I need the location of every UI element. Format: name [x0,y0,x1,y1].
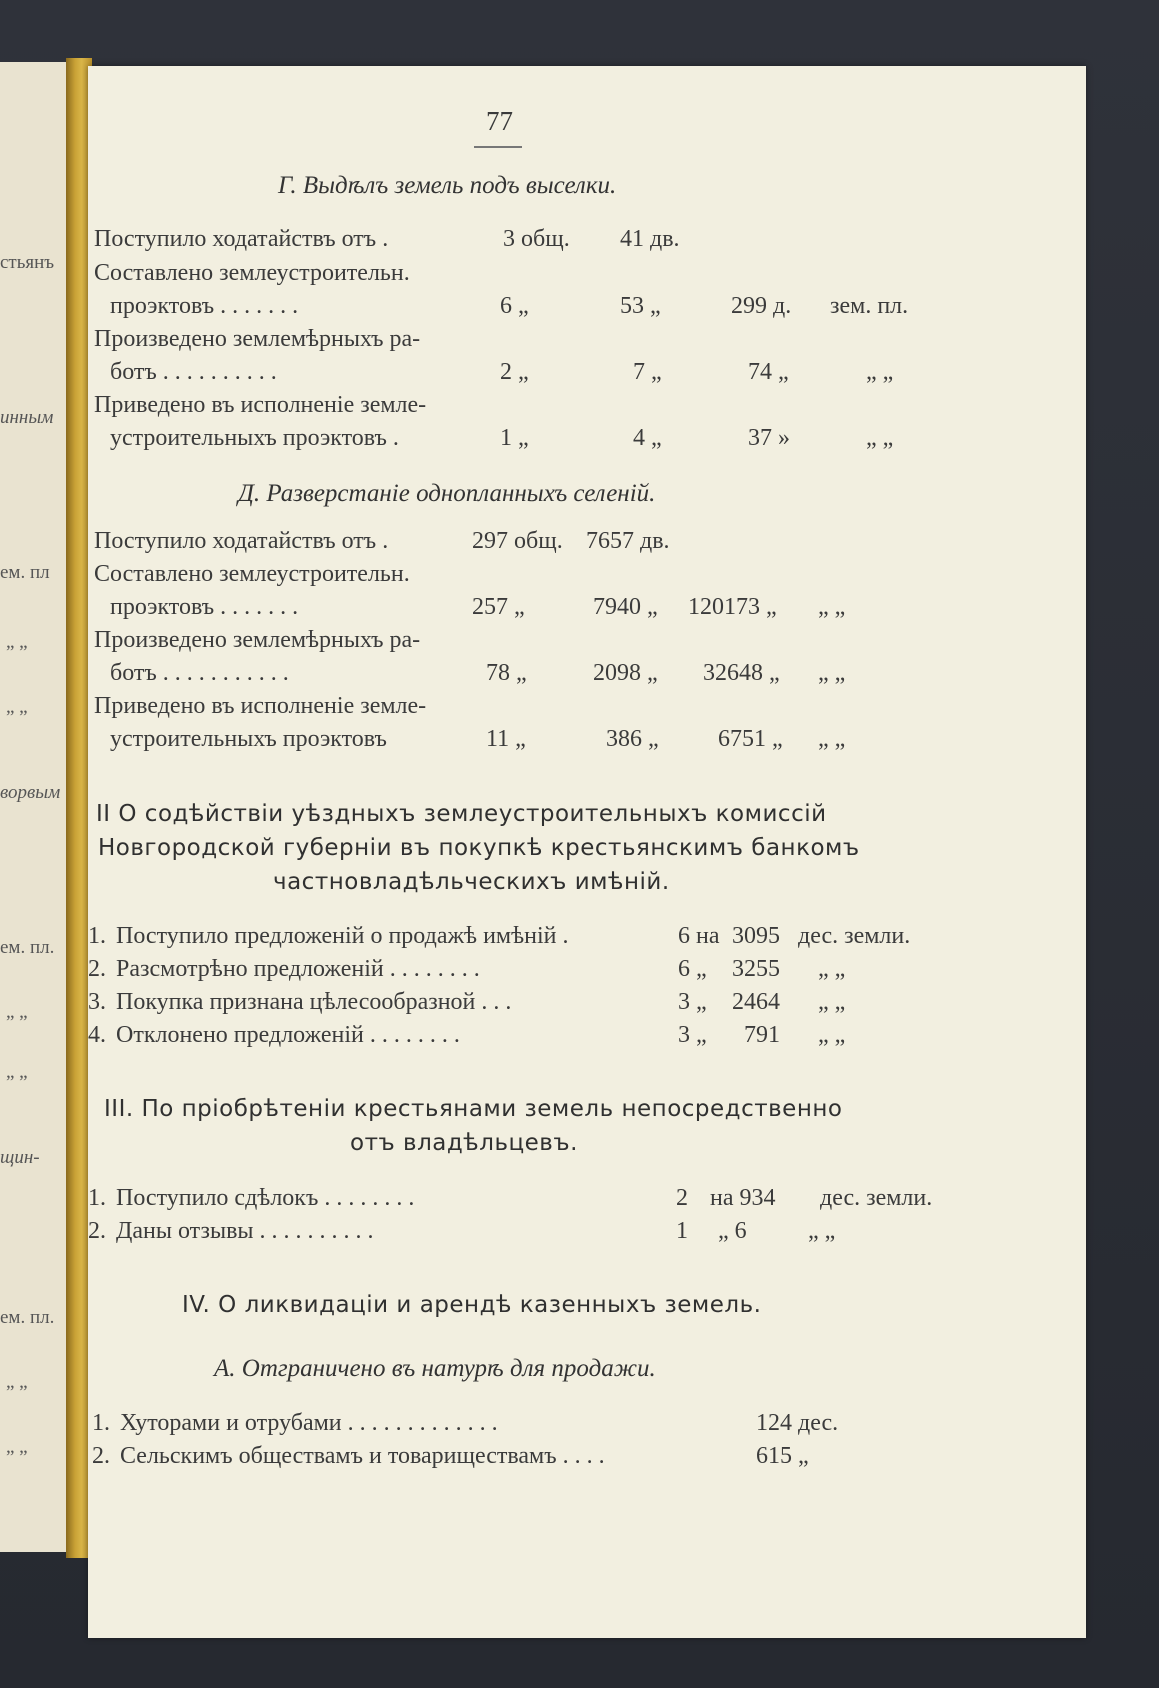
list-item-qty: 6 на [678,923,720,949]
list-item-value: 124 дес. [756,1410,839,1436]
list-item-area: „ 6 [718,1218,747,1244]
table-cell: 74 „ [748,359,789,385]
list-item-num: 2. [88,956,106,982]
table-row-label: Приведено въ исполненіе земле- [94,392,427,418]
table-cell: „ „ [818,594,846,620]
table-row-label: проэктовъ . . . . . . . [110,293,299,319]
section-d-title: Д. Разверстаніе однопланныхъ селеній. [238,480,656,507]
section-iv-subheading: А. Отграничено въ натурѣ для продажи. [214,1355,656,1382]
list-item-area: на 934 [710,1185,776,1211]
table-row-label: устроительныхъ проэктовъ . [110,425,399,451]
table-row-label: Поступило ходатайствъ отъ . [94,226,389,252]
section-iv-heading: IV. О ликвидаціи и арендѣ казенныхъ земель. [182,1292,762,1318]
list-item-num: 1. [92,1410,110,1436]
list-item-text: Поступило предложеній о продажѣ имѣній . [116,923,569,949]
left-fragment: ” ” [6,1072,28,1093]
list-item-qty: 6 „ [678,956,707,982]
table-row-label: Приведено въ исполненіе земле- [94,693,427,719]
table-cell: 11 „ [486,726,526,752]
table-cell: зем. пл. [830,293,909,319]
left-fragment: ем. пл. [0,1307,55,1328]
table-row-label: Поступило ходатайствъ отъ . [94,528,389,554]
table-row-label: устроительныхъ проэктовъ [110,726,387,752]
table-cell: 6 „ [500,293,529,319]
left-fragment: ” ” [6,1382,28,1403]
section-g-title: Г. Выдѣлъ земель подъ выселки. [278,172,617,199]
heading-line: Новгородской губерніи въ покупкѣ крестьянскимъ банкомъ [98,835,860,861]
list-item-num: 2. [88,1218,106,1244]
heading-line: частновладѣльческихъ имѣній. [273,869,670,895]
left-fragment: ем. пл. [0,937,55,958]
list-item-qty: 2 [676,1185,688,1211]
table-cell: 2 „ [500,359,529,385]
table-cell: 1 „ [500,425,529,451]
left-fragment: ворвым [0,782,61,803]
left-fragment: инным [0,407,54,428]
table-cell: 7657 дв. [586,528,670,554]
list-item-unit: „ „ [818,956,846,982]
list-item-text: Покупка признана цѣлесообразной . . . [116,989,512,1015]
table-row-label: Составлено землеустроительн. [94,561,410,587]
table-cell: 2098 „ [593,660,658,686]
table-cell: 53 „ [620,293,661,319]
table-cell: „ „ [818,660,846,686]
document-page [88,66,1086,1638]
list-item-qty: 3 „ [678,989,707,1015]
table-row-label: Произведено землемѣрныхъ ра- [94,326,421,352]
list-item-unit: „ „ [808,1218,836,1244]
list-item-qty: 1 [676,1218,688,1244]
left-fragment: ” ” [6,642,28,663]
left-fragment: стьянъ [0,252,55,273]
table-cell: 4 „ [633,425,662,451]
list-item-value: 615 „ [756,1443,809,1469]
list-item-area: 3095 [732,923,780,949]
table-cell: 7940 „ [593,594,658,620]
table-row-label: ботъ . . . . . . . . . . . [110,660,289,686]
table-cell: 7 „ [633,359,662,385]
list-item-num: 1. [88,1185,106,1211]
list-item-area: 3255 [732,956,780,982]
list-item-unit: „ „ [818,1022,846,1048]
left-fragment: ” ” [6,1447,28,1468]
table-row-label: Произведено землемѣрныхъ ра- [94,627,421,653]
table-row-label: Составлено землеустроительн. [94,260,410,286]
table-cell: 257 „ [472,594,525,620]
list-item-text: Разсмотрѣно предложеній . . . . . . . . [116,956,480,982]
list-item-unit: дес. земли. [820,1185,933,1211]
list-item-text: Поступило сдѣлокъ . . . . . . . . [116,1185,415,1211]
table-row-label: проэктовъ . . . . . . . [110,594,299,620]
left-fragment: ем. пл [0,562,50,583]
table-cell: 6751 „ [718,726,783,752]
table-cell: 37 » [748,425,790,451]
table-cell: „ „ [866,425,894,451]
list-item-text: Хуторами и отрубами . . . . . . . . . . . . . [120,1410,498,1436]
left-page-edge [0,62,70,1552]
left-fragment: ” ” [6,707,28,728]
list-item-unit: дес. земли. [798,923,911,949]
list-item-area: 2464 [732,989,780,1015]
table-cell: 299 д. [731,293,792,319]
page-number: 77 [486,106,513,136]
list-item-text: Сельскимъ обществамъ и товариществамъ . . . . [120,1443,605,1469]
table-cell: „ „ [818,726,846,752]
page-number-rule [474,146,522,148]
list-item-num: 1. [88,923,106,949]
table-cell: 386 „ [606,726,659,752]
table-cell: 32648 „ [703,660,780,686]
left-fragment: щин- [0,1147,40,1168]
heading-line: II О содѣйствіи уѣздныхъ землеустроительныхъ комиссій [96,801,827,827]
left-fragment: ” ” [6,1012,28,1033]
list-item-text: Отклонено предложеній . . . . . . . . [116,1022,460,1048]
table-cell: 3 общ. [503,226,570,252]
table-cell: „ „ [866,359,894,385]
list-item-area: 791 [744,1022,780,1048]
list-item-qty: 3 „ [678,1022,707,1048]
heading-line: отъ владѣльцевъ. [350,1130,578,1156]
list-item-num: 4. [88,1022,106,1048]
table-cell: 78 „ [486,660,527,686]
heading-line: III. По пріобрѣтеніи крестьянами земель непосредственно [104,1096,843,1122]
table-cell: 120173 „ [688,594,777,620]
table-cell: 41 дв. [620,226,680,252]
table-cell: 297 общ. [472,528,563,554]
list-item-text: Даны отзывы . . . . . . . . . . [116,1218,374,1244]
list-item-num: 2. [92,1443,110,1469]
list-item-unit: „ „ [818,989,846,1015]
table-row-label: ботъ . . . . . . . . . . [110,359,277,385]
list-item-num: 3. [88,989,106,1015]
